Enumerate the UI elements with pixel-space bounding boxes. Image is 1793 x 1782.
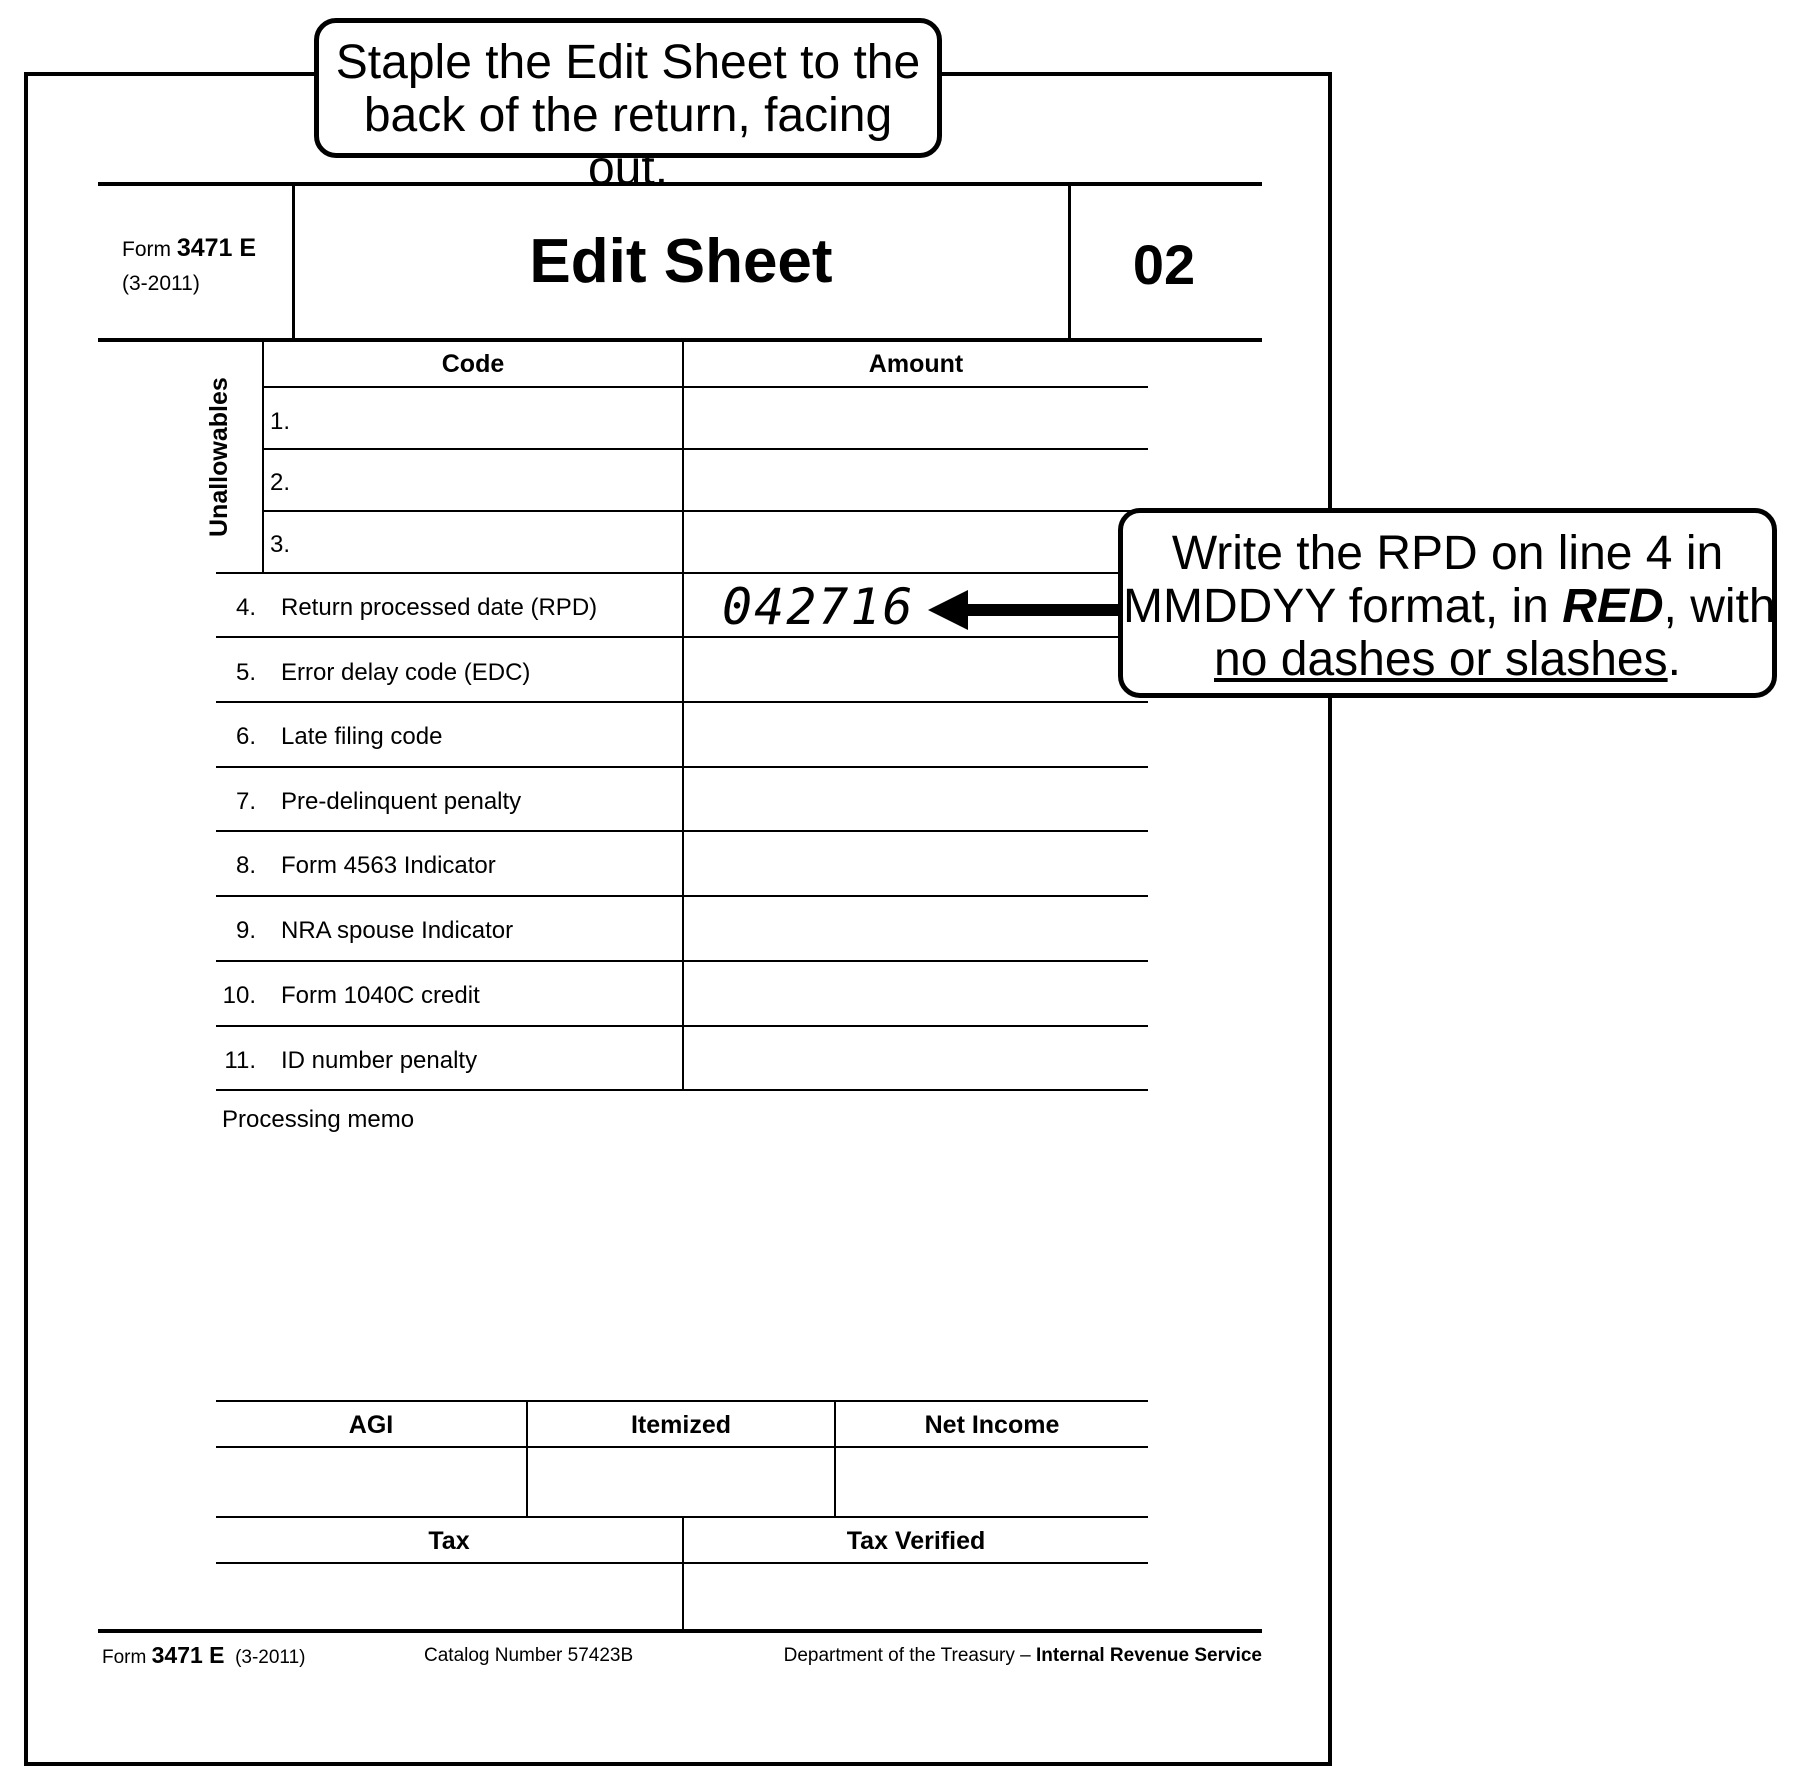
row-rule-2 [264,510,1148,512]
totals-header-rule [216,1446,1148,1448]
staple-instruction-callout [314,18,942,195]
column-header-rule [264,386,1148,388]
code-column-header: Code [441,350,505,378]
line-10-label: Form 1040C credit [281,982,480,1009]
rpd-instruction-line2: MMDDYY format, in RED, with [1123,580,1776,633]
row-rule-3 [216,572,1148,574]
agi-header: AGI [348,1411,394,1439]
unallowable-row-2: 2. [270,469,291,496]
rpd-instruction-line3: no dashes or slashes. [1214,633,1681,686]
line-8-number: 8. [235,852,256,879]
line-6-number: 6. [235,723,256,750]
line-rule-10 [216,1025,1148,1027]
line-11-label: ID number penalty [281,1047,478,1074]
code-amount-divider [682,340,684,1091]
staple-instruction-line2: back of the return, facing out. [363,89,893,195]
line-11-number: 11. [224,1047,256,1074]
line-5-number: 5. [235,659,256,686]
line-rule-11 [216,1089,1148,1091]
tax-header: Tax [428,1527,470,1555]
rpd-value[interactable]: 042716 [722,578,915,636]
header-top-rule [98,182,1262,186]
line-10-number: 10. [222,982,256,1009]
processing-memo-area[interactable] [216,1140,1148,1395]
staple-instruction-line1: Staple the Edit Sheet to the [335,36,921,89]
line-9-number: 9. [235,917,256,944]
line-8-label: Form 4563 Indicator [281,852,496,879]
line-rule-7 [216,830,1148,832]
processing-memo-label: Processing memo [222,1106,415,1133]
line-6-label: Late filing code [281,723,443,750]
unallowables-label: Unallowables [205,377,233,537]
line-rule-9 [216,960,1148,962]
line-rule-5 [216,701,1148,703]
footer-form-id: Form 3471 E (3-2011) [102,1642,306,1668]
line-7-label: Pre-delinquent penalty [281,788,522,815]
amount-column-header: Amount [868,350,964,378]
line-4-number: 4. [235,594,256,621]
arrow-left-icon [928,584,1124,636]
net-income-header: Net Income [924,1411,1060,1439]
line-rule-8 [216,895,1148,897]
no-dashes-emphasis: no dashes or slashes [1214,633,1668,686]
rpd-instruction-callout [1118,508,1777,698]
red-emphasis: RED [1562,580,1664,633]
totals-top-rule [216,1400,1148,1402]
page-title: Edit Sheet [529,227,833,296]
form-revision: (3-2011) [122,272,200,295]
unallowable-row-3: 3. [270,531,291,558]
header-bottom-rule [98,338,1262,342]
line-4-label: Return processed date (RPD) [281,594,598,621]
line-9-label: NRA spouse Indicator [281,917,514,944]
line-rule-4 [216,636,1148,638]
tax-verified-header: Tax Verified [846,1527,986,1555]
rpd-instruction-line1: Write the RPD on line 4 in [1171,527,1724,580]
footer-rule [98,1629,1262,1633]
itemized-header: Itemized [630,1411,732,1439]
unallowable-row-1: 1. [270,408,291,435]
sheet-number: 02 [1132,233,1196,296]
department-line: Department of the Treasury – Internal Revenue Service [783,1645,1262,1666]
form-id: Form 3471 E [122,234,257,262]
line-rule-6 [216,766,1148,768]
line-5-label: Error delay code (EDC) [281,659,531,686]
catalog-number: Catalog Number 57423B [424,1645,634,1666]
line-7-number: 7. [235,788,256,815]
row-rule-1 [264,448,1148,450]
